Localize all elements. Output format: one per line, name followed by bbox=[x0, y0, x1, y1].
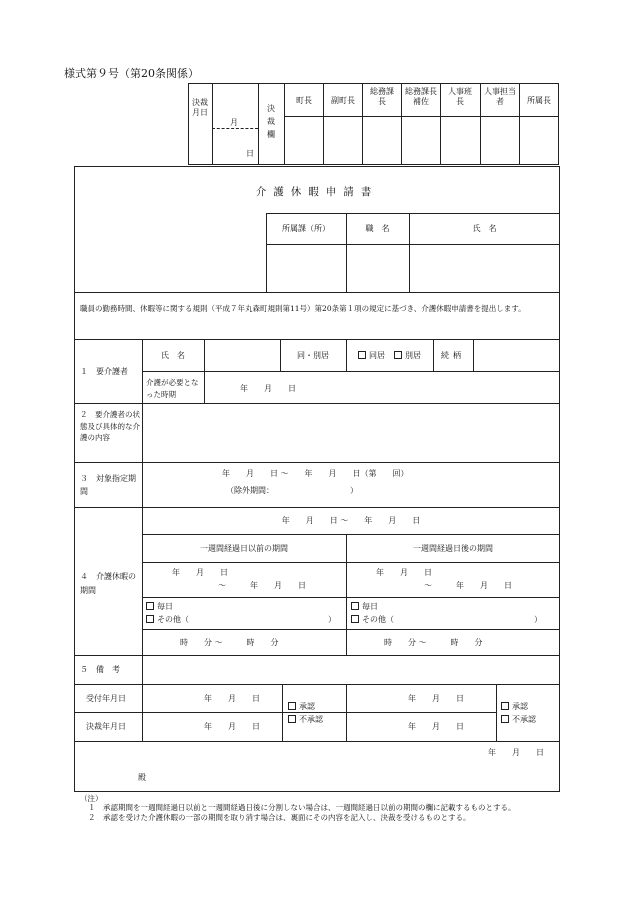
before-week-header: 一週間経過日以前の期間 bbox=[200, 544, 288, 553]
applicant-name-field[interactable] bbox=[410, 245, 559, 291]
received-date-label: 受付年月日 bbox=[86, 694, 126, 703]
decided-date-label: 決裁年月日 bbox=[86, 722, 126, 731]
received-date[interactable]: 年 月 日 bbox=[204, 694, 260, 703]
living-status-label: 同・別居 bbox=[297, 351, 329, 360]
checkbox-icon bbox=[351, 615, 359, 623]
decided-date[interactable]: 年 月 日 bbox=[204, 722, 260, 731]
form-title: 介護休暇申請書 bbox=[255, 186, 379, 198]
job-title-field[interactable] bbox=[347, 245, 408, 291]
care-details-field[interactable] bbox=[143, 404, 559, 461]
after-time[interactable]: 時 分 〜 時 分 bbox=[384, 638, 483, 647]
checkbox-icon bbox=[358, 351, 366, 359]
position-general-affairs-chief: 総務課長 bbox=[370, 87, 394, 106]
section2-label: ２ 要介護者の状態及び具体的な介護の内容 bbox=[80, 410, 140, 443]
section4-label: ４ 介護休暇の期間 bbox=[80, 572, 136, 595]
position-mayor: 町長 bbox=[296, 96, 312, 105]
checkbox-icon bbox=[146, 602, 154, 610]
before-other-option[interactable]: その他（ bbox=[146, 615, 189, 625]
checkbox-icon bbox=[288, 702, 296, 710]
after-other-close: ） bbox=[534, 615, 542, 624]
before-start-date[interactable]: 年 月 日 bbox=[172, 568, 228, 577]
excluded-period[interactable]: （除外期間： ） bbox=[226, 486, 358, 495]
note-item: ２ 承認を受けた介護休暇の一部の期間を取り消す場合は、裏面にその内容を記入し、決裁を受けるものとする。 bbox=[88, 813, 471, 822]
after-start-date[interactable]: 年 月 日 bbox=[376, 568, 432, 577]
kessai-date-label: 決裁月日 bbox=[192, 98, 208, 117]
name-label: 氏 名 bbox=[472, 224, 497, 233]
form-label: 様式第９号（第20条関係） bbox=[64, 67, 199, 80]
position-personnel-staff: 人事担当者 bbox=[484, 87, 516, 106]
after-other-option[interactable]: その他（ bbox=[351, 615, 394, 625]
before-other-close: ） bbox=[328, 615, 336, 624]
care-needed-date[interactable]: 年 月 日 bbox=[240, 384, 296, 393]
disapprove-option-2[interactable]: 不承認 bbox=[501, 715, 536, 725]
approve-option-1[interactable]: 承認 bbox=[288, 702, 315, 712]
notes-heading: （注） bbox=[80, 794, 103, 803]
decided-date-2[interactable]: 年 月 日 bbox=[408, 722, 464, 731]
separate-residence-option[interactable]: 別居 bbox=[394, 351, 421, 361]
job-title-label: 職 名 bbox=[365, 224, 390, 233]
notice-date[interactable]: 年 月 日 bbox=[488, 748, 544, 757]
position-personnel-leader: 人事班長 bbox=[448, 87, 472, 106]
note-item: １ 承認期間を一週間経過日以前と一週間経過日後に分割しない場合は、一週間経過日以前の期間の欄に記載するものとする。 bbox=[88, 803, 516, 812]
intro-text: 職員の勤務時間、休暇等に関する規則（平成７年丸森町規則第11号）第20条第１項の規定に基づき、介護休暇申請書を提出します。 bbox=[80, 304, 526, 313]
section3-label: ３ 対象指定期間 bbox=[80, 474, 136, 496]
before-time[interactable]: 時 分 〜 時 分 bbox=[180, 638, 279, 647]
checkbox-icon bbox=[146, 615, 154, 623]
position-deputy-mayor: 副町長 bbox=[331, 96, 355, 105]
approve-option-2[interactable]: 承認 bbox=[501, 702, 528, 712]
checkbox-icon bbox=[501, 715, 509, 723]
position-general-affairs-deputy: 総務課長補佐 bbox=[405, 87, 437, 106]
checkbox-icon bbox=[394, 351, 402, 359]
checkbox-icon bbox=[351, 602, 359, 610]
relationship-label: 続柄 bbox=[441, 351, 465, 360]
dept-field[interactable] bbox=[267, 245, 345, 291]
month-label: 月 bbox=[230, 118, 238, 127]
disapprove-option-1[interactable]: 不承認 bbox=[288, 715, 323, 725]
same-residence-option[interactable]: 同居 bbox=[358, 351, 385, 361]
before-daily-option[interactable]: 毎日 bbox=[146, 602, 173, 612]
dept-label: 所属課（所） bbox=[282, 224, 330, 233]
remarks-field[interactable] bbox=[143, 656, 559, 683]
care-recipient-name-field[interactable] bbox=[205, 340, 279, 370]
checkbox-icon bbox=[501, 702, 509, 710]
section5-label: ５ 備 考 bbox=[80, 665, 120, 674]
before-end-date[interactable]: 〜 年 月 日 bbox=[218, 581, 306, 590]
after-week-header: 一週間経過日後の期間 bbox=[413, 544, 493, 553]
overall-leave-period[interactable]: 年 月 日 〜 年 月 日 bbox=[281, 516, 421, 525]
designated-period[interactable]: 年 月 日 〜 年 月 日（第 回） bbox=[222, 469, 409, 478]
position-section-head: 所属長 bbox=[527, 96, 551, 105]
received-date-2[interactable]: 年 月 日 bbox=[408, 694, 464, 703]
day-label: 日 bbox=[246, 149, 254, 158]
addressee-suffix: 殿 bbox=[138, 773, 146, 782]
section1-label: １ 要介護者 bbox=[80, 367, 128, 376]
checkbox-icon bbox=[288, 715, 296, 723]
kessai-column-label: 決裁欄 bbox=[267, 104, 275, 139]
care-recipient-name-label: 氏 名 bbox=[161, 351, 185, 360]
relationship-field[interactable] bbox=[474, 340, 559, 370]
after-end-date[interactable]: 〜 年 月 日 bbox=[424, 581, 512, 590]
after-daily-option[interactable]: 毎日 bbox=[351, 602, 378, 612]
care-needed-date-label: 介護が必要となった時期 bbox=[146, 378, 199, 399]
